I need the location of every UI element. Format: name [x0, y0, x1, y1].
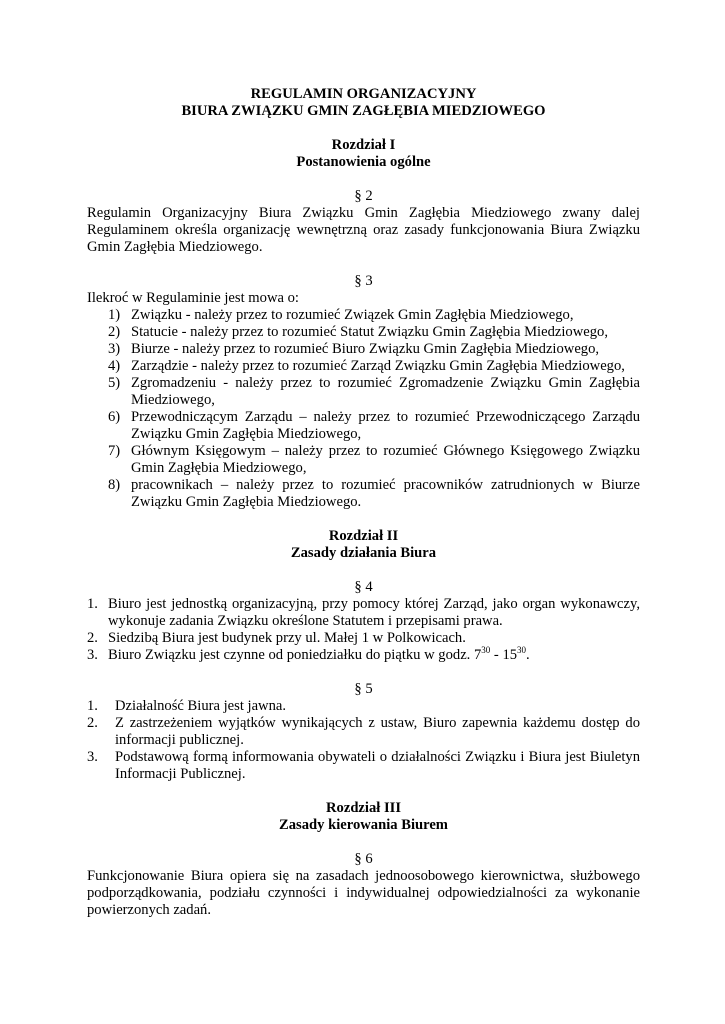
list-item: 2. Siedzibą Biura jest budynek przy ul. Małej 1 w Polkowicach. [87, 630, 466, 646]
section-5-list [87, 698, 640, 783]
section-3-intro: Ilekroć w Regulaminie jest mowa o: [87, 290, 299, 306]
section-5-mark: § 5 [354, 681, 373, 697]
list-item: 1. Biuro jest jednostką organizacyjną, przy pomocy której Zarząd, jako organ wykonawczy, wykonuje zadania Związku określone Statutem i przepisami prawa. [87, 596, 640, 629]
document-title-line-2: BIURA ZWIĄZKU GMIN ZAGŁĘBIA MIEDZIOWEGO [181, 103, 546, 119]
chapter-3-title: Rozdział III [326, 800, 401, 816]
list-item: 8) pracownikach – należy przez to rozumieć pracowników zatrudnionych w Biurze Związku Gmin Zagłębia Miedziowego. [108, 477, 640, 510]
list-item: 4) Zarządzie - należy przez to rozumieć Zarząd Związku Gmin Zagłębia Miedziowego, [108, 358, 625, 374]
chapter-2-title: Rozdział II [328, 528, 399, 544]
section-4-list [87, 596, 640, 664]
chapter-2-subtitle: Zasady działania Biura [290, 545, 437, 561]
chapter-3-subtitle: Zasady kierowania Biurem [279, 817, 448, 833]
list-item: 3. Biuro Związku jest czynne od poniedziałku do piątku w godz. $7^{30} - 15^{30}$. [87, 645, 530, 663]
section-2-mark: § 2 [354, 188, 373, 204]
chapter-1-title: Rozdział I [331, 137, 396, 153]
section-4-mark: § 4 [354, 579, 373, 595]
definitions-list [87, 307, 640, 511]
section-6-text: Funkcjonowanie Biura opiera się na zasadach jednoosobowego kierownictwa, służbowego podporządkowania, podziału czynności i indywidualnej odpowiedzialności za wykonanie powierzonych zadań. [87, 868, 640, 918]
list-item: 5) Zgromadzeniu - należy przez to rozumieć Zgromadzenie Związku Gmin Zagłębia Miedziowego, [108, 375, 640, 408]
document-title-line-1: REGULAMIN ORGANIZACYJNY [250, 86, 477, 102]
list-item: 2) Statucie - należy przez to rozumieć Statut Związku Gmin Zagłębia Miedziowego, [108, 324, 608, 340]
list-item: 1) Związku - należy przez to rozumieć Związek Gmin Zagłębia Miedziowego, [108, 307, 574, 323]
list-item: 1. Działalność Biura jest jawna. [87, 698, 287, 714]
section-6-mark: § 6 [354, 851, 373, 867]
list-item: 6) Przewodniczącym Zarządu – należy przez to rozumieć Przewodniczącego Zarządu Związku Gmin Zagłębia Miedziowego, [108, 409, 640, 442]
list-item: 3. Podstawową formą informowania obywateli o działalności Związku i Biura jest Biuletyn Informacji Publicznej. [87, 749, 640, 782]
chapter-3 [87, 800, 640, 919]
chapter-2 [87, 528, 640, 783]
list-item: 3) Biurze - należy przez to rozumieć Biuro Związku Gmin Zagłębia Miedziowego, [108, 341, 600, 357]
document-content [87, 86, 640, 919]
chapter-1 [87, 137, 640, 511]
list-item: 7) Głównym Księgowym – należy przez to rozumieć Głównego Księgowego Związku Gmin Zagłębia Miedziowego, [108, 443, 640, 476]
opening-hour-minutes: 30 [481, 645, 491, 655]
closing-hour-minutes: 30 [517, 645, 527, 655]
section-2-text: Regulamin Organizacyjny Biura Związku Gmin Zagłębia Miedziowego zwany dalej Regulaminem określa organizację wewnętrzną oraz zasady funkcjonowania Biura Związku Gmin Zagłębia Miedziowego. [87, 205, 640, 255]
list-item: 2. Z zastrzeżeniem wyjątków wynikających z ustaw, Biuro zapewnia każdemu dostęp do informacji publicznej. [87, 715, 640, 748]
chapter-1-subtitle: Postanowienia ogólne [296, 154, 431, 170]
section-3-mark: § 3 [354, 273, 373, 289]
